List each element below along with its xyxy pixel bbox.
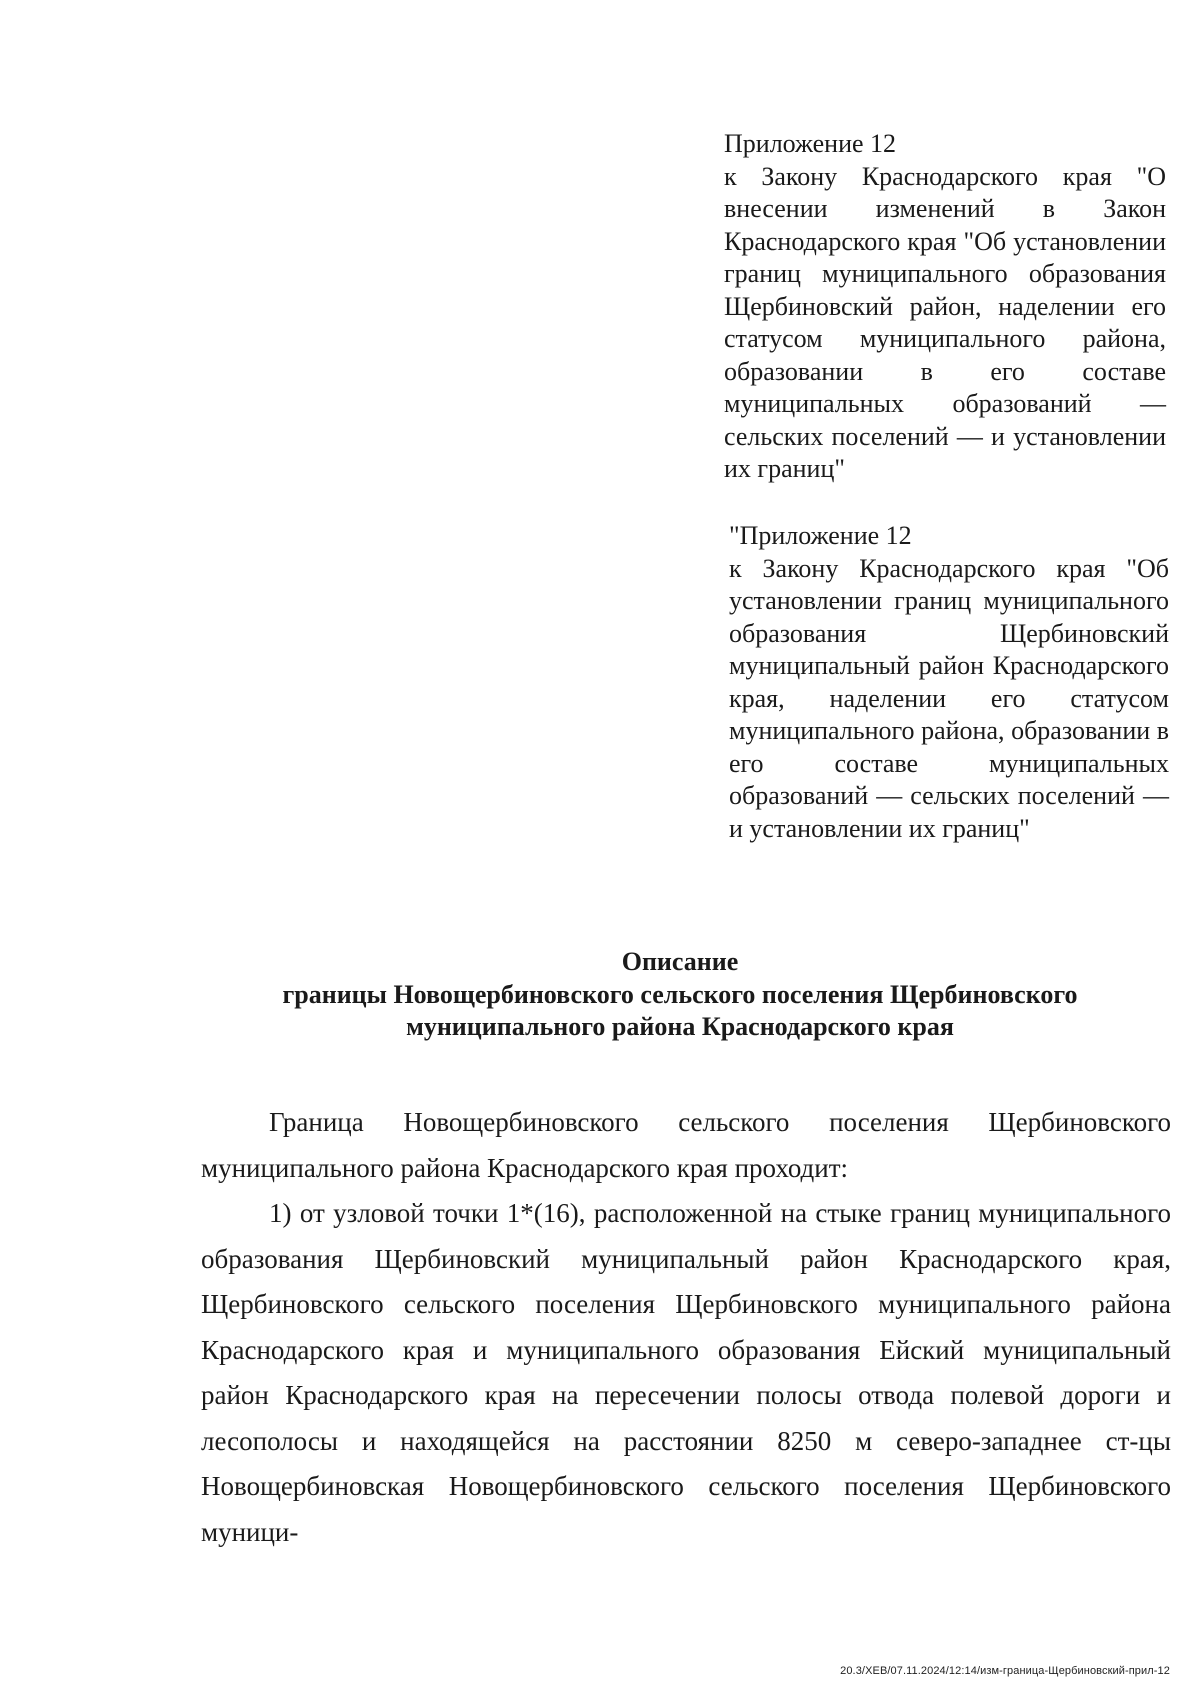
- document-title: [180, 946, 1180, 1044]
- title-line-2: границы Новощербиновского сельского поселения Щербиновского: [282, 979, 1078, 1009]
- title-line-3: муниципального района Краснодарского края: [406, 1012, 954, 1041]
- annex-header-amending-law: [724, 128, 1166, 486]
- body-paragraph: Граница Новощербиновского сельского поселения Щербиновского муниципального района Краснодарского края проходит:: [201, 1107, 1171, 1183]
- annex-header-line: "Приложение 12 к Закону Краснодарского края "Об установлении границ муниципального образования Щербиновский муниципальный район Краснодарского края, наделении его статусом муниципального района, образовании в его составе муниципальных образований — сельских поселений — и установлении их границ": [729, 521, 1169, 843]
- document-code: 20.3/ХЕВ/07.11.2024/12:14/изм-граница-Щербиновский-прил-12: [840, 1665, 1170, 1677]
- annex-header-base-law: [729, 520, 1169, 845]
- body-paragraph: 1) от узловой точки 1*(16), расположенной на стыке границ муниципального образования Щербиновский муниципальный район Краснодарского края, Щербиновского сельского поселения Щербиновского муниципального района Краснодарского края и муниципального образования Ейский муниципальный район Краснодарского края на пересечении полосы отвода полевой дороги и лесополосы и находящейся на расстоянии 8250 м северо-западнее ст-цы Новощербиновская Новощербиновского сельского поселения Щербиновского муници-: [201, 1198, 1171, 1547]
- annex-header-line: Приложение 12 к Закону Краснодарского края "О внесении изменений в Закон Краснодарского края "Об установлении границ муниципального образования Щербиновский район, наделении его статусом муниципального района, образовании в его составе муниципальных образований — сельских поселений — и установлении их границ": [724, 129, 1166, 483]
- title-line-1: Описание: [621, 947, 739, 976]
- document-body: [201, 1100, 1171, 1555]
